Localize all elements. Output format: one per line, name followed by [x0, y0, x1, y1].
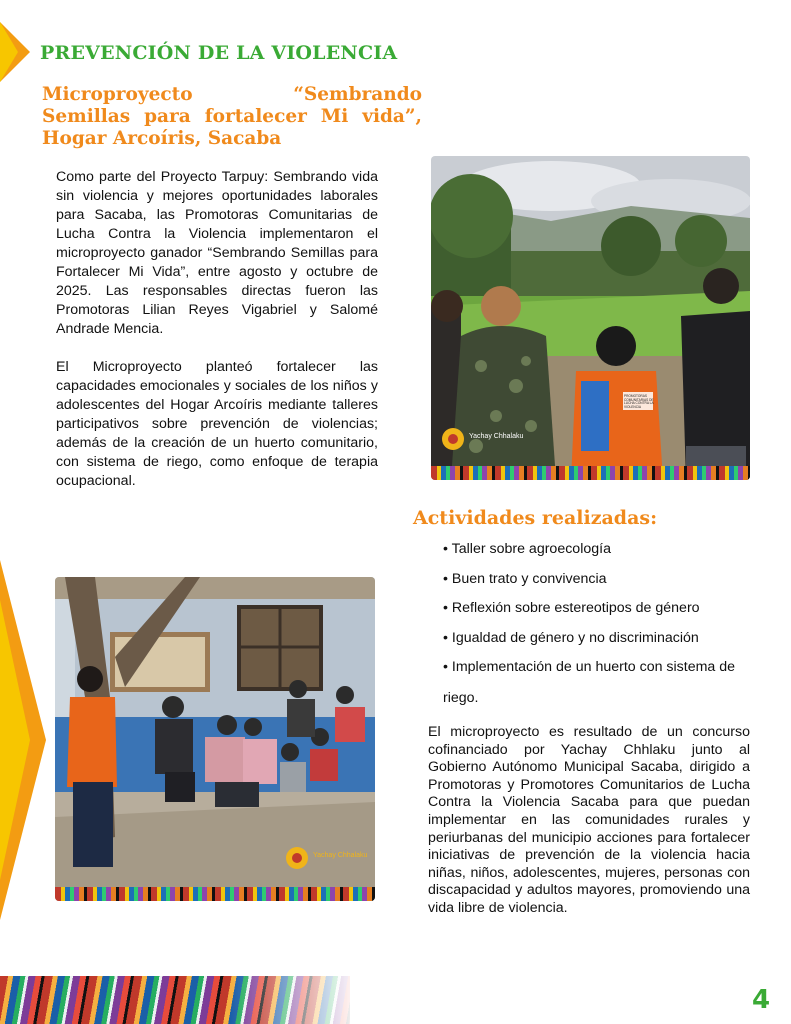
side-decoration [0, 560, 46, 920]
garden-photo [431, 156, 750, 480]
activity-item: • Reflexión sobre estereotipos de género [443, 600, 700, 616]
closing-text: El microproyecto es resultado de un concurso cofinanciado por Yachay Chhlaku junto al Gobierno Autónomo Municipal Sacaba, dirigido a Promotoras y Promotores Comunitarios de Lucha Contra la Violencia Sacaba para que puedan implementar en las comunidades rurales y periurbanas del municipio acciones para fortalecer iniciativas de prevención de la violencia hacia niñas, niños, adolescentes, mujeres, personas con discapacidad y adultos mayores, promoviendo una vida libre de violencia. [428, 724, 750, 916]
activities-list [443, 540, 773, 677]
activity-item-continuation: riego. [443, 690, 479, 706]
corner-decoration-yellow [0, 22, 18, 82]
vest-text: PROMOTORAS COMUNITARIAS DE LUCHA CONTRA LA VIOLENCIA [624, 394, 654, 409]
intro-paragraph-2: El Microproyecto planteó fortalecer las capacidades emocionales y sociales de los niños y adolescentes del Hogar Arcoíris mediante talleres participativos sobre prevención de violencias; además de la creación de un huerto comunitario, con sistema de riego, como enfoque de terapia ocupacional. [56, 359, 378, 489]
intro-paragraph-1: Como parte del Proyecto Tarpuy: Sembrando vida sin violencia y mejores oportunidades laborales para Sacaba, las Promotoras Comunitarias de Lucha Contra la Violencia implementaron el microproyecto ganador “Sembrando Semillas para Fortalecer Mi Vida”, entre agosto y octubre de 2025. Las responsables directas fueron las Promotoras Lilian Reyes Vigabriel y Salomé Andrade Mencia. [56, 169, 378, 337]
page-number: 4 [752, 985, 771, 1015]
school-photo-band [55, 887, 375, 901]
school-photo-watermark: Yachay Chhalaku [313, 852, 368, 859]
activities-title: Actividades realizadas: [413, 507, 658, 529]
school-photo [55, 577, 375, 901]
activity-item: • Taller sobre agroecología [443, 541, 611, 557]
intro-text [56, 168, 378, 510]
garden-photo-watermark: Yachay Chhalaku [469, 433, 524, 440]
activity-item: • Igualdad de género y no discriminación [443, 629, 699, 646]
activity-item: • Buen trato y convivencia [443, 570, 607, 587]
section-title: PREVENCIÓN DE LA VIOLENCIA [40, 42, 398, 64]
footer-fade [230, 976, 360, 1024]
activity-item: • Implementación de un huerto con sistema de [443, 659, 736, 675]
garden-photo-band [431, 466, 750, 480]
article-headline: Microproyecto “Sembrando Semillas para fortalecer Mi vida”, Hogar Arcoíris, Sacaba [42, 84, 422, 149]
